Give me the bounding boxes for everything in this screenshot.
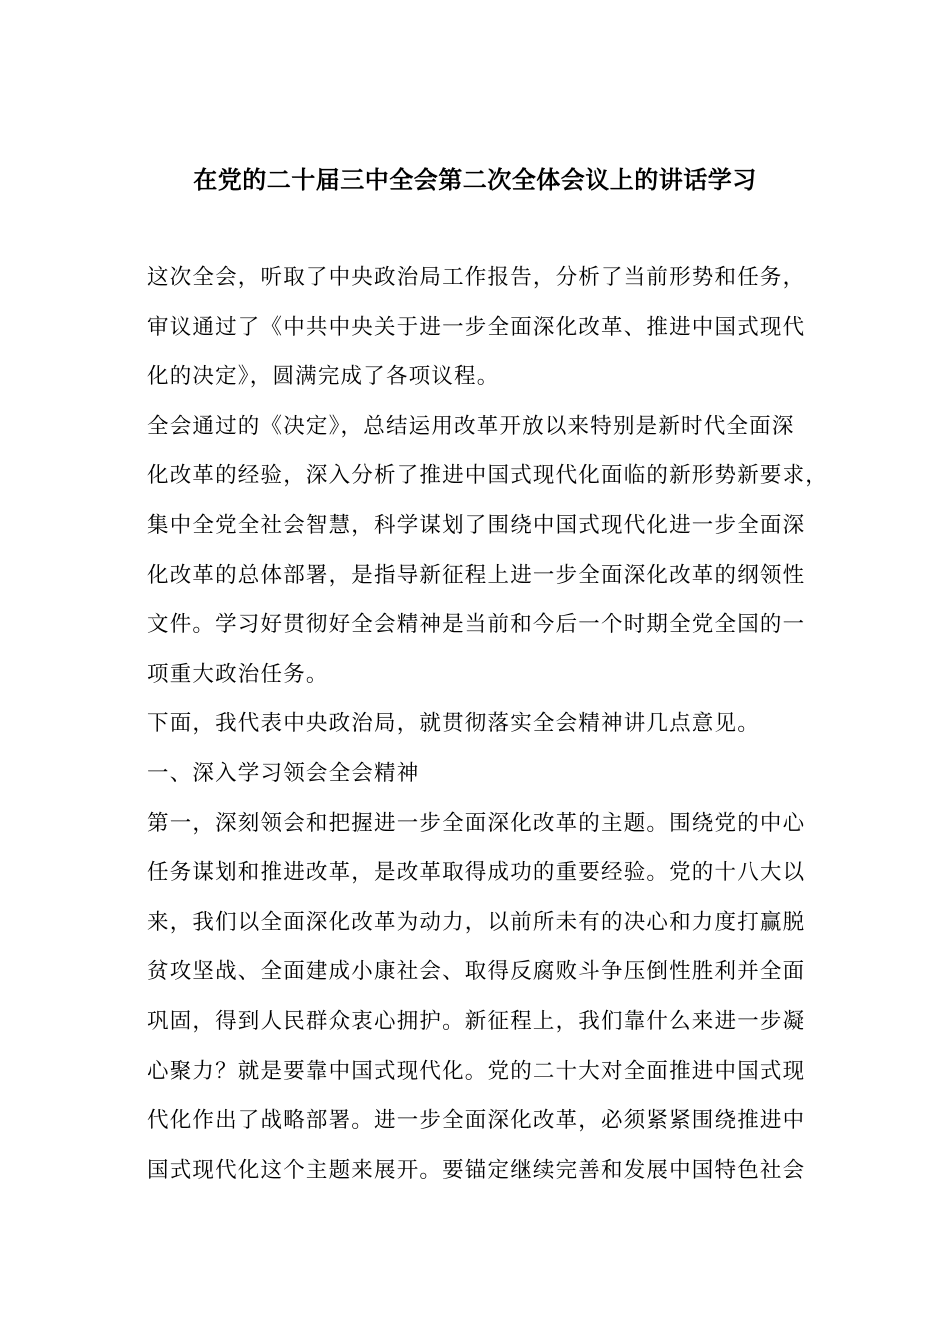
body-line: 全会通过的《决定》，总结运用改革开放以来特别是新时代全面深 [147,413,795,439]
document-title: 在党的二十届三中全会第二次全体会议上的讲话学习 [193,166,757,194]
body-line: 心聚力？就是要靠中国式现代化。党的二十大对全面推进中国式现 [147,1058,806,1084]
body-line: 代化作出了战略部署。进一步全面深化改革，必须紧紧围绕推进中 [147,1108,806,1134]
body-line: 下面，我代表中央政治局，就贯彻落实全会精神讲几点意见。 [147,711,760,737]
body-line: 任务谋划和推进改革，是改革取得成功的重要经验。党的十八大以 [147,860,806,886]
body-line: 巩固，得到人民群众衷心拥护。新征程上，我们靠什么来进一步凝 [147,1008,806,1034]
body-line: 项重大政治任务。 [147,661,329,687]
body-line: 来，我们以全面深化改革为动力，以前所未有的决心和力度打赢脱 [147,909,806,935]
body-line: 第一，深刻领会和把握进一步全面深化改革的主题。围绕党的中心 [147,810,806,836]
body-line: 文件。学习好贯彻好全会精神是当前和今后一个时期全党全国的一 [147,612,806,638]
body-line: 化改革的经验，深入分析了推进中国式现代化面临的新形势新要求， [147,463,829,489]
body-line: 国式现代化这个主题来展开。要锚定继续完善和发展中国特色社会 [147,1157,806,1183]
document-body [147,253,827,1195]
body-line: 化的决定》，圆满完成了各项议程。 [147,364,500,390]
section-heading: 一、深入学习领会全会精神 [147,760,420,786]
body-line: 这次全会，听取了中央政治局工作报告，分析了当前形势和任务， [147,265,806,290]
body-line: 集中全党全社会智慧，科学谋划了围绕中国式现代化进一步全面深 [147,512,806,538]
body-line: 化改革的总体部署，是指导新征程上进一步全面深化改革的纲领性 [147,562,806,588]
body-line: 审议通过了《中共中央关于进一步全面深化改革、推进中国式现代 [147,314,806,340]
body-line: 贫攻坚战、全面建成小康社会、取得反腐败斗争压倒性胜利并全面 [147,959,806,985]
